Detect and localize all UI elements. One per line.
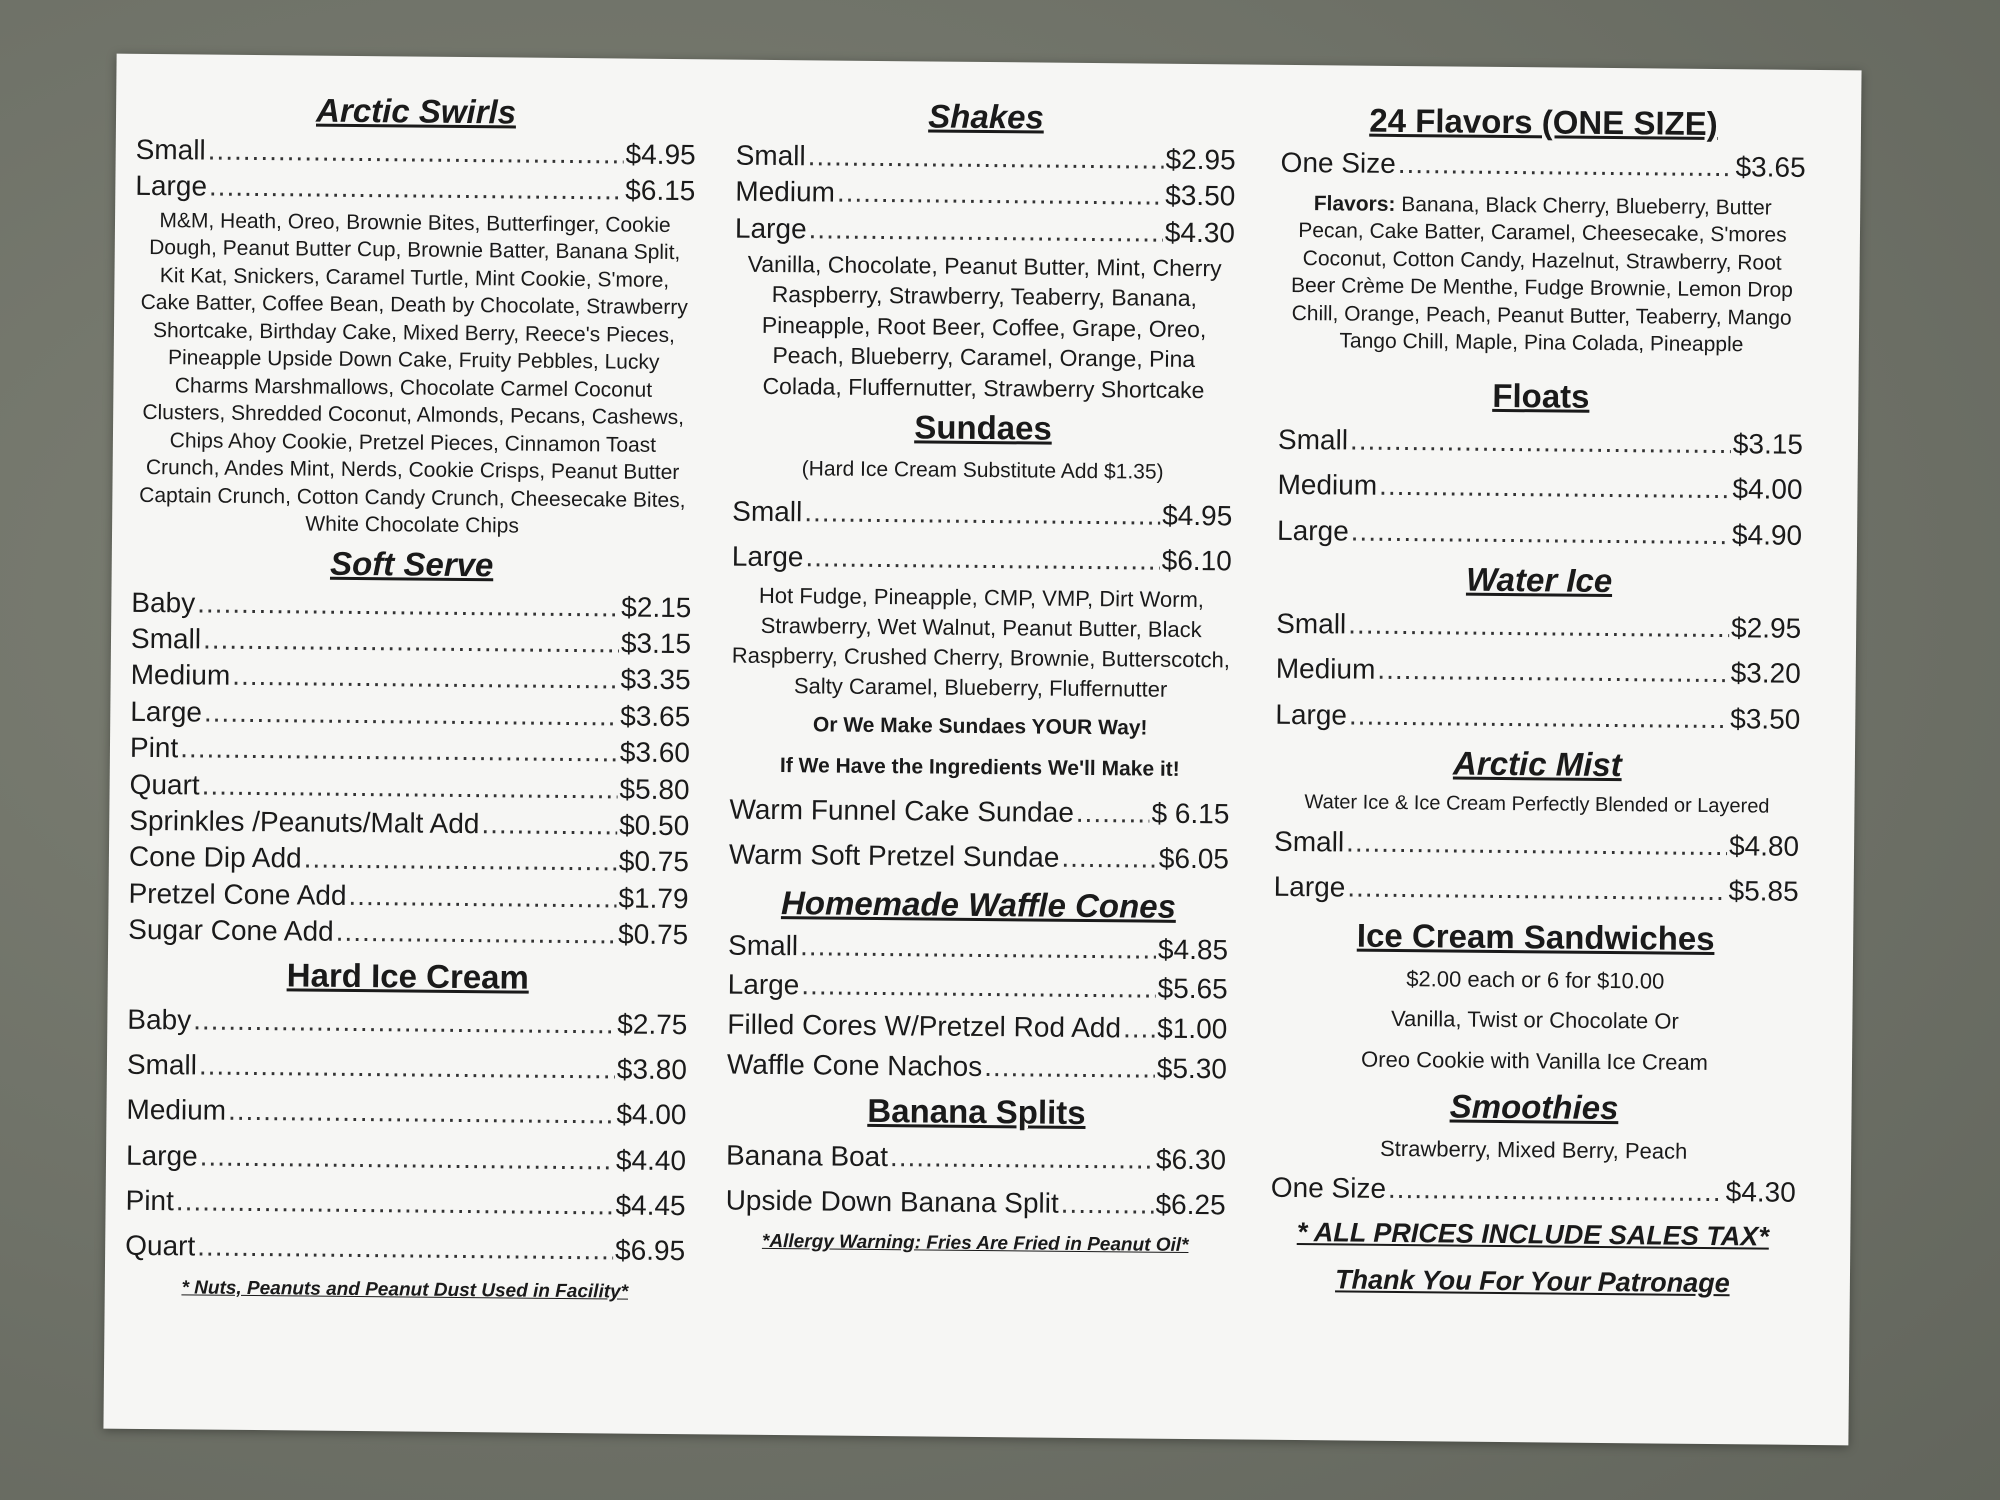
leader-dots	[1398, 146, 1734, 186]
menu-column-right	[1270, 95, 1807, 1309]
item-name: Warm Soft Pretzel Sundae	[728, 838, 1060, 874]
leader-dots	[805, 534, 1160, 583]
sandwiches-price-note: $2.00 each or 6 for $10.00	[1406, 965, 1665, 994]
item-price: $3.80	[616, 1053, 688, 1086]
section-title-soft-serve: Soft Serve	[329, 544, 494, 584]
price-row	[127, 996, 687, 1047]
item-name: Quart	[125, 1230, 196, 1262]
sandwiches-flavors-1: Vanilla, Twist or Chocolate Or	[1390, 1006, 1679, 1034]
banana-splits-prices	[725, 1132, 1226, 1228]
price-row	[126, 1087, 686, 1138]
water-ice-prices	[1275, 601, 1801, 742]
menu-column-middle	[725, 90, 1236, 1258]
price-row	[125, 1178, 685, 1229]
leader-dots	[336, 914, 617, 953]
sales-tax-notice: * ALL PRICES INCLUDE SALES TAX*	[1296, 1217, 1770, 1252]
price-row	[1271, 1167, 1796, 1214]
item-name: Pint	[125, 1184, 175, 1217]
thank-you-note: Thank You For Your Patronage	[1335, 1264, 1730, 1299]
price-row	[129, 803, 689, 845]
price-row	[728, 925, 1228, 970]
leader-dots	[800, 926, 1156, 969]
leader-dots	[232, 658, 619, 698]
price-row	[129, 839, 689, 881]
leader-dots	[201, 767, 617, 807]
item-price: $2.15	[621, 591, 692, 623]
leader-dots	[837, 175, 1164, 215]
item-name: Large	[734, 212, 807, 245]
item-name: Large	[731, 540, 804, 573]
price-row	[1277, 462, 1802, 512]
item-name: Medium	[1277, 469, 1378, 501]
section-title-smoothies: Smoothies	[1449, 1087, 1619, 1126]
leader-dots	[808, 138, 1164, 178]
sundaes-specials	[729, 787, 1230, 883]
price-row	[729, 787, 1229, 837]
leader-dots	[1350, 417, 1731, 466]
price-row	[129, 766, 689, 808]
item-price: $5.30	[1156, 1052, 1228, 1085]
item-price: $6.95	[614, 1234, 686, 1267]
price-row	[1274, 819, 1799, 869]
section-title-arctic-swirls: Arctic Swirls	[315, 91, 517, 131]
menu-column-left	[125, 84, 697, 1304]
item-name: Large	[727, 968, 800, 1001]
section-title-arctic-mist: Arctic Mist	[1452, 744, 1622, 784]
leader-dots	[203, 622, 619, 662]
item-price: $4.90	[1731, 518, 1803, 551]
price-row	[735, 210, 1235, 251]
item-name: Warm Funnel Cake Sundae	[729, 793, 1075, 828]
item-name: Small	[126, 1048, 198, 1081]
item-name: Medium	[1275, 653, 1376, 685]
price-row	[732, 534, 1232, 584]
leader-dots	[180, 731, 618, 772]
leader-dots	[984, 1047, 1155, 1088]
item-price: $3.65	[1735, 151, 1806, 183]
leader-dots	[1061, 835, 1157, 881]
leader-dots	[193, 997, 616, 1046]
leader-dots	[808, 211, 1163, 251]
item-price: $5.65	[1157, 973, 1228, 1005]
item-name: Small	[727, 929, 799, 961]
leader-dots	[1379, 463, 1731, 512]
item-name: Baby	[131, 586, 196, 619]
item-price: $4.00	[1732, 473, 1803, 506]
sundaes-prices	[732, 488, 1233, 584]
sandwiches-flavors-2: Oreo Cookie with Vanilla Ice Cream	[1361, 1046, 1709, 1075]
section-title-ice-cream-sandwiches: Ice Cream Sandwiches	[1356, 916, 1715, 957]
leader-dots	[176, 1178, 614, 1228]
smoothies-flavors: Strawberry, Mixed Berry, Peach	[1379, 1135, 1688, 1164]
leader-dots	[890, 1134, 1154, 1182]
leader-dots	[481, 806, 617, 844]
leader-dots	[1076, 790, 1150, 836]
item-name: Small	[732, 495, 803, 527]
price-row	[131, 621, 691, 663]
spacer	[1279, 359, 1804, 374]
item-price: $6.10	[1161, 544, 1232, 577]
item-price: $2.95	[1165, 143, 1236, 176]
shakes-prices	[735, 138, 1236, 252]
leader-dots	[348, 878, 616, 917]
arctic-mist-note: Water Ice & Ice Cream Perfectly Blended or Layered	[1304, 790, 1770, 818]
price-row	[728, 965, 1228, 1010]
price-row	[131, 584, 691, 626]
price-row	[725, 1177, 1225, 1227]
item-name: Large	[130, 695, 203, 728]
flavors-text: Banana, Black Cherry, Blueberry, Butter Pecan, Cake Batter, Caramel, Cheesecake, S'mores Coconut, Cotton Candy, Hazelnut, Strawberry, Root Beer Crème De Menthe, Fudge Brownie, Lemon Drop Chill, Orange, Peach, Peanut Butter, Teaberry, Mango Tango Chill, Maple, Pina Colada, Pineapple	[1290, 192, 1794, 357]
item-price: $3.50	[1165, 180, 1236, 212]
leader-dots	[804, 489, 1160, 538]
item-price: $2.95	[1730, 612, 1802, 644]
item-name: Filled Cores W/Pretzel Rod Add	[727, 1008, 1122, 1044]
item-name: One Size	[1270, 1171, 1387, 1205]
section-title-water-ice: Water Ice	[1465, 560, 1613, 599]
item-name: Large	[135, 170, 208, 202]
price-row	[127, 1042, 687, 1093]
leader-dots	[199, 1133, 614, 1182]
price-row	[726, 1132, 1226, 1182]
leader-dots	[801, 966, 1156, 1009]
item-price: $6.05	[1158, 843, 1230, 875]
allergy-warning: *Allergy Warning: Fries Are Fried in Peanut Oil*	[761, 1231, 1189, 1257]
price-row	[1277, 507, 1802, 557]
item-name: Banana Boat	[725, 1139, 889, 1172]
sundaes-toppings: Hot Fudge, Pineapple, CMP, VMP, Dirt Worm, Strawberry, Wet Walnut, Peanut Butter, Black Raspberry, Crushed Cherry, Brownie, Butterscotch, Salty Caramel, Blueberry, Fluffernutter	[731, 583, 1231, 702]
sundaes-substitute-note: (Hard Ice Cream Substitute Add $1.35)	[801, 457, 1164, 484]
price-row	[727, 1044, 1227, 1089]
section-title-waffle-cones: Homemade Waffle Cones	[780, 883, 1177, 925]
item-price: $6.15	[625, 174, 696, 207]
shakes-flavors: Vanilla, Chocolate, Peanut Butter, Mint, Cherry Raspberry, Strawberry, Teaberry, Banana, Pineapple, Root Beer, Coffee, Grape, Oreo, Peach, Blueberry, Caramel, Orange, Pina Colada, Fluffernutter, Strawberry Shortcake	[747, 250, 1222, 403]
price-row	[1276, 601, 1801, 651]
leader-dots	[204, 694, 619, 734]
section-title-floats: Floats	[1492, 376, 1590, 415]
item-price: $3.65	[620, 700, 691, 733]
leader-dots	[304, 841, 617, 880]
item-name: Small	[130, 622, 202, 655]
item-name: Small	[1277, 423, 1349, 456]
item-price: $0.50	[619, 809, 690, 842]
leader-dots	[209, 169, 624, 209]
section-title-shakes: Shakes	[928, 97, 1045, 136]
price-row	[1278, 417, 1803, 467]
section-title-sundaes: Sundaes	[914, 408, 1053, 447]
section-title-24-flavors: 24 Flavors (ONE SIZE)	[1369, 101, 1718, 143]
item-price: $4.95	[625, 138, 696, 171]
item-name: Pint	[129, 732, 179, 764]
item-price: $3.15	[620, 627, 692, 660]
price-row	[125, 1223, 685, 1274]
floats-prices	[1277, 417, 1803, 558]
item-price: $4.45	[615, 1189, 686, 1222]
leader-dots	[228, 1088, 615, 1137]
sundaes-ingredients: If We Have the Ingredients We'll Make it!	[779, 754, 1180, 781]
leader-dots	[1349, 692, 1729, 741]
item-name: Large	[1275, 698, 1348, 731]
leader-dots	[197, 585, 619, 625]
item-price: $5.85	[1728, 875, 1799, 908]
price-row	[130, 730, 690, 772]
price-row	[1276, 646, 1801, 696]
item-price: $4.30	[1164, 216, 1236, 249]
sundaes-your-way: Or We Make Sundaes YOUR Way!	[812, 713, 1148, 740]
leader-dots	[199, 1042, 615, 1091]
leader-dots	[1348, 601, 1729, 650]
leader-dots	[208, 132, 624, 172]
item-name: Medium	[735, 175, 836, 208]
item-price: $6.25	[1155, 1188, 1226, 1221]
item-name: Small	[735, 139, 806, 172]
item-name: One Size	[1280, 146, 1396, 179]
item-name: Sprinkles /Peanuts/Malt Add	[129, 804, 480, 840]
menu-sheet	[103, 54, 1861, 1446]
flavors-list	[1279, 190, 1806, 360]
soft-serve-prices	[128, 584, 691, 953]
hard-ice-cream-prices	[125, 996, 688, 1274]
price-row	[729, 832, 1229, 882]
item-name: Large	[1276, 514, 1349, 547]
price-row	[128, 876, 688, 918]
item-price: $4.85	[1157, 933, 1229, 965]
item-price: $4.95	[1162, 499, 1233, 532]
item-name: Small	[1276, 607, 1347, 640]
item-price: $3.60	[619, 736, 691, 769]
item-price: $0.75	[618, 845, 690, 878]
price-row	[126, 1132, 686, 1183]
price-row	[735, 174, 1235, 215]
leader-dots	[1388, 1168, 1724, 1213]
item-price: $3.20	[1730, 657, 1801, 690]
item-name: Large	[125, 1139, 198, 1172]
leader-dots	[197, 1224, 613, 1273]
item-price: $2.75	[617, 1008, 688, 1040]
price-row	[136, 132, 696, 174]
item-name: Cone Dip Add	[128, 841, 302, 874]
leader-dots	[1061, 1181, 1154, 1227]
item-price: $ 6.15	[1151, 797, 1230, 830]
leader-dots	[1123, 1008, 1156, 1048]
section-title-banana-splits: Banana Splits	[867, 1091, 1086, 1131]
item-name: Pretzel Cone Add	[128, 877, 347, 911]
flavors-label: Flavors:	[1313, 192, 1396, 216]
item-price: $0.75	[617, 918, 689, 951]
item-price: $5.80	[619, 773, 690, 805]
price-row	[135, 168, 695, 210]
leader-dots	[1377, 647, 1729, 696]
item-price: $1.00	[1157, 1012, 1228, 1045]
item-price: $1.79	[618, 882, 689, 914]
leader-dots	[1347, 865, 1727, 914]
arctic-swirls-prices	[135, 132, 696, 210]
leader-dots	[1351, 508, 1731, 557]
item-name: Medium	[130, 659, 231, 692]
item-name: Waffle Cone Nachos	[726, 1048, 983, 1082]
item-price: $4.40	[615, 1144, 687, 1176]
item-price: $4.30	[1725, 1176, 1796, 1208]
item-name: Large	[1273, 871, 1346, 903]
price-row	[1273, 864, 1798, 914]
price-row	[130, 657, 690, 699]
item-price: $6.30	[1155, 1143, 1227, 1175]
item-name: Upside Down Banana Split	[725, 1184, 1059, 1219]
price-row	[736, 138, 1236, 179]
item-name: Small	[135, 133, 206, 166]
item-price: $4.80	[1728, 830, 1800, 862]
price-row	[1280, 145, 1805, 187]
waffle-cones-prices	[727, 925, 1229, 1089]
item-price: $4.00	[616, 1098, 687, 1131]
price-row	[727, 1005, 1227, 1050]
price-row	[130, 694, 690, 736]
leader-dots	[1346, 819, 1727, 868]
item-name: Sugar Cone Add	[128, 913, 334, 947]
item-price: $3.15	[1732, 428, 1804, 460]
nut-warning: * Nuts, Peanuts and Peanut Dust Used in Facility*	[181, 1276, 629, 1303]
section-title-hard-ice-cream: Hard Ice Cream	[286, 955, 530, 996]
item-name: Baby	[127, 1003, 192, 1035]
item-name: Quart	[129, 768, 200, 801]
price-row	[1275, 691, 1800, 741]
item-price: $3.50	[1730, 702, 1801, 735]
arctic-swirls-toppings: M&M, Heath, Oreo, Brownie Bites, Butterfinger, Cookie Dough, Peanut Butter Cup, Brownie Batter, Banana Split, Kit Kat, Snickers, Caramel Turtle, Mint Cookie, S'more, Cake Batter, Coffee Bean, Death by Chocolate, Strawberry Shortcake, Birthday Cake, Mixed Berry, Reece's Pieces, Pineapple Upside Down Cake, Fruity Pebbles, Lucky Charms Marshmallows, Chocolate Carmel Coconut Clusters, Shredded Coconut, Almonds, Pecans, Cashews, Chips Ahoy Cookie, Pretzel Pieces, Cinnamon Toast Crunch, Andes Mint, Nerds, Cookie Crisps, Peanut Butter Captain Crunch, Cotton Candy Crunch, Cheesecake Bites, White Chocolate Chips	[139, 208, 688, 538]
item-name: Small	[1273, 825, 1345, 858]
item-price: $3.35	[620, 663, 691, 696]
arctic-mist-prices	[1273, 819, 1799, 915]
price-row	[732, 488, 1232, 538]
item-name: Medium	[126, 1094, 227, 1126]
price-row	[128, 912, 688, 954]
